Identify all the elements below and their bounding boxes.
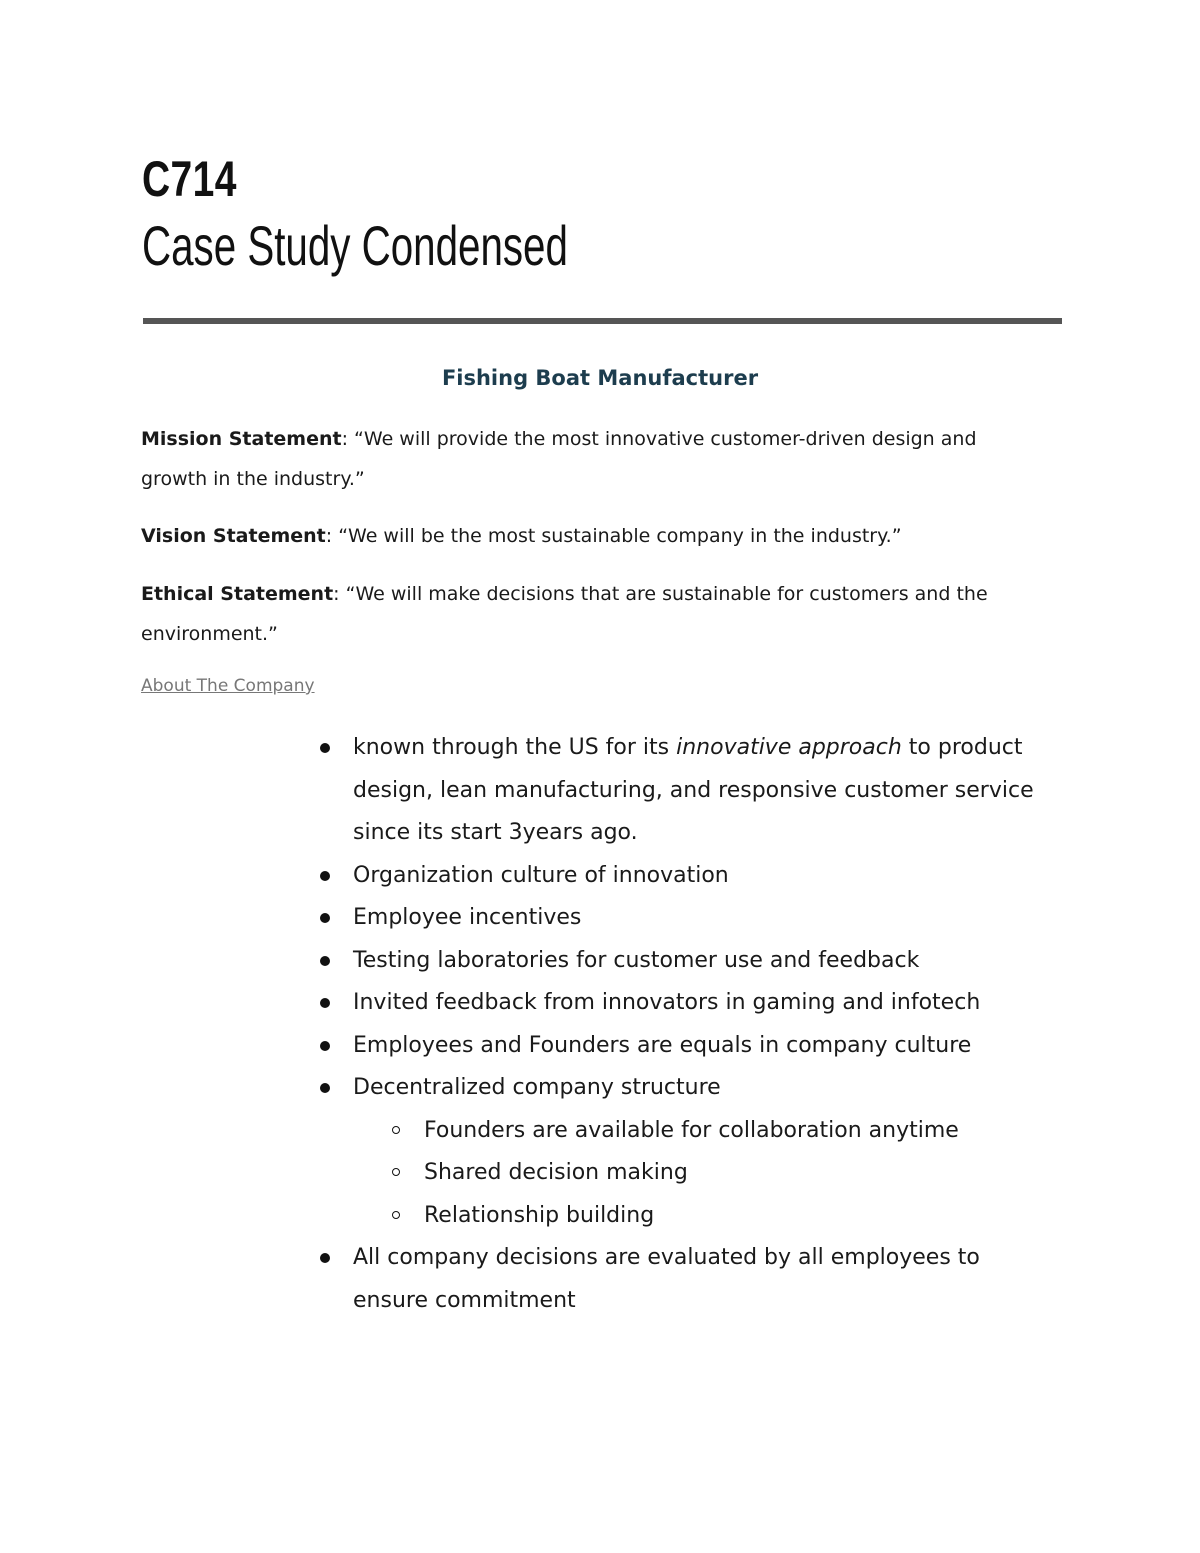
sub-list-item bbox=[353, 1152, 1060, 1195]
list-item-text: Employee incentives bbox=[353, 905, 582, 930]
list-item-text: Decentralized company structure bbox=[353, 1075, 721, 1100]
title-divider bbox=[143, 318, 1062, 324]
mission-statement bbox=[141, 419, 1041, 499]
hollow-bullet-icon bbox=[392, 1211, 400, 1219]
list-item bbox=[320, 855, 1060, 898]
hollow-bullet-icon bbox=[392, 1168, 400, 1176]
title-block bbox=[142, 148, 734, 282]
vision-text: : “We will be the most sustainable company in the industry.” bbox=[325, 525, 902, 547]
bullet-icon bbox=[320, 1083, 330, 1093]
vision-statement bbox=[141, 516, 1041, 556]
bullet-icon bbox=[320, 1041, 330, 1051]
vision-label: Vision Statement bbox=[141, 525, 326, 547]
bullet-icon bbox=[320, 998, 330, 1008]
list-item bbox=[320, 727, 1060, 855]
list-item-text: Testing laboratories for customer use and feedback bbox=[353, 947, 920, 973]
document-title: Case Study Condensed bbox=[142, 214, 568, 277]
list-item-text: Employees and Founders are equals in company culture bbox=[353, 1032, 972, 1058]
sub-list-item bbox=[353, 1110, 1060, 1153]
bullet-icon bbox=[320, 743, 330, 753]
ethical-label: Ethical Statement bbox=[141, 583, 334, 605]
ethical-text: : “We will make decisions that are sustainable for customers and the environment.” bbox=[141, 583, 988, 645]
list-item-text: All company decisions are evaluated by all employees to ensure commitment bbox=[353, 1245, 980, 1313]
list-item-text: Organization culture of innovation bbox=[353, 862, 729, 888]
list-item bbox=[320, 1237, 1060, 1322]
list-item bbox=[320, 982, 1060, 1025]
mission-label: Mission Statement bbox=[141, 428, 342, 450]
bullet-icon bbox=[320, 913, 330, 923]
bullet-icon bbox=[320, 1253, 330, 1263]
sub-list-item bbox=[353, 1195, 1060, 1238]
about-bullet-list bbox=[320, 727, 1060, 1322]
sub-bullet-list bbox=[353, 1110, 1060, 1238]
sub-list-item-text: Shared decision making bbox=[424, 1160, 688, 1185]
list-item bbox=[320, 1025, 1060, 1068]
list-item bbox=[320, 897, 1060, 940]
about-company-link[interactable]: About The Company bbox=[141, 676, 315, 696]
company-heading: Fishing Boat Manufacturer bbox=[441, 366, 759, 390]
mission-text: : “We will provide the most innovative customer-driven design and growth in the industry.” bbox=[141, 428, 977, 490]
list-item-text-end: to product design, lean manufacturing, and responsive customer service since its start 3years ago. bbox=[353, 735, 1034, 845]
sub-list-item-text: Relationship building bbox=[424, 1202, 655, 1228]
list-item-emphasis: innovative approach bbox=[676, 735, 902, 760]
sub-list-item-text: Founders are available for collaboration anytime bbox=[424, 1117, 959, 1143]
course-code: C714 bbox=[142, 151, 237, 207]
list-item bbox=[320, 940, 1060, 983]
ethical-statement bbox=[141, 574, 1041, 654]
list-item-text-start: known through the US for its bbox=[353, 735, 677, 760]
bullet-icon bbox=[320, 956, 330, 966]
hollow-bullet-icon bbox=[392, 1126, 400, 1134]
list-item-text: Invited feedback from innovators in gaming and infotech bbox=[353, 990, 981, 1015]
bullet-icon bbox=[320, 871, 330, 881]
list-item bbox=[320, 1067, 1060, 1237]
